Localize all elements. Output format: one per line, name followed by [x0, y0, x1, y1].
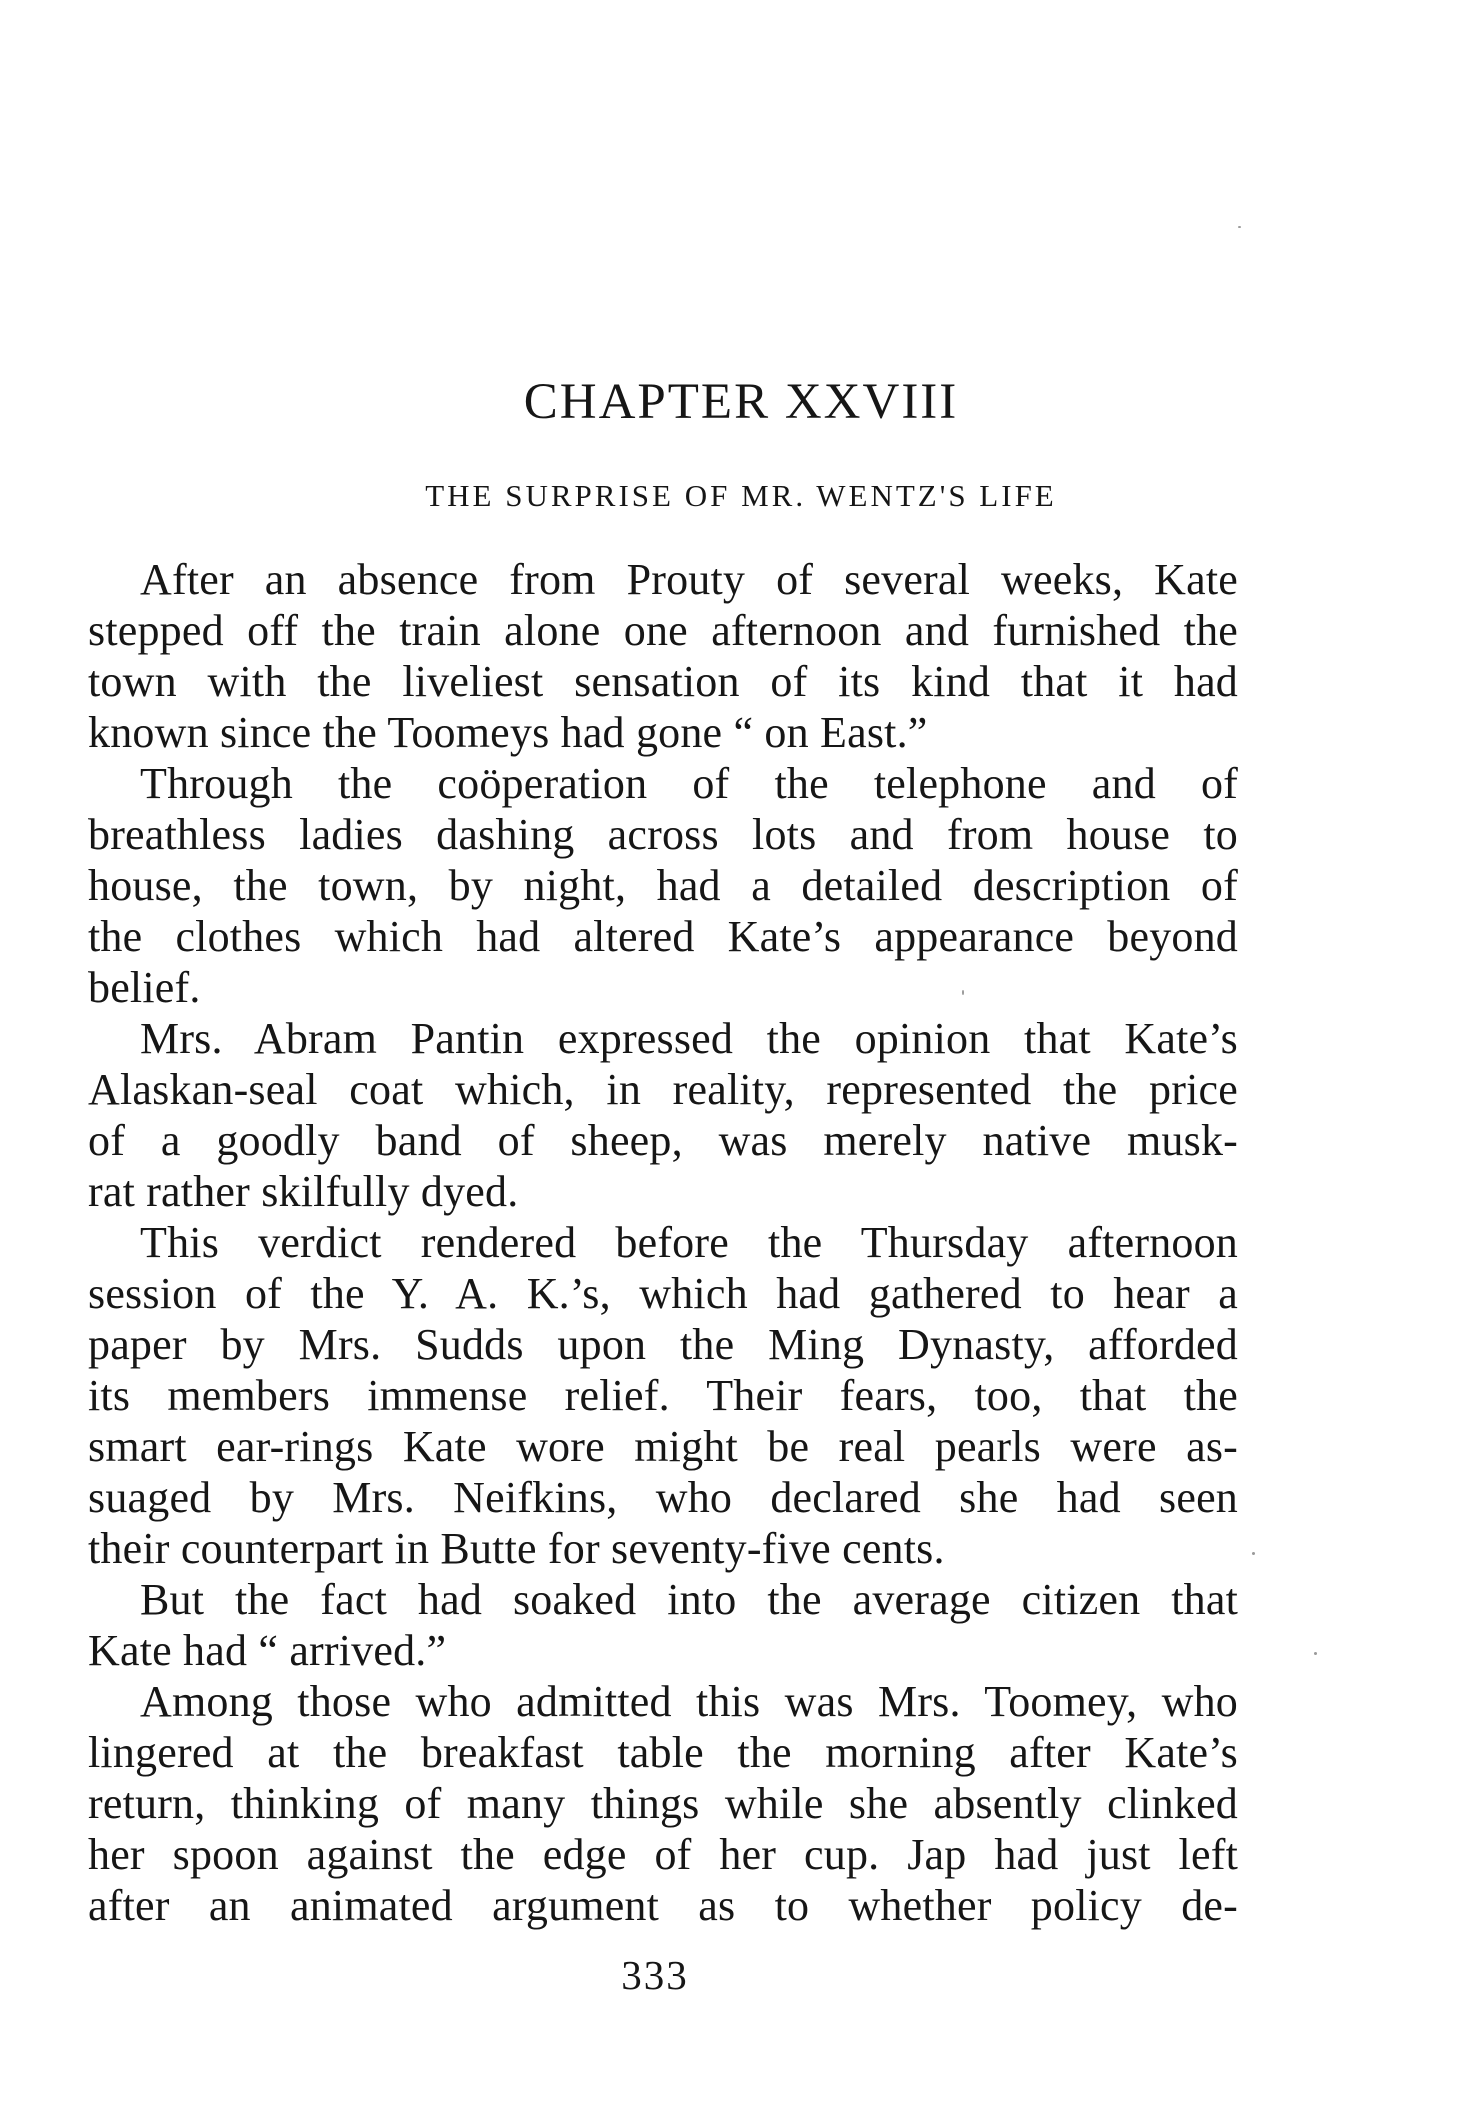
text-line: But the fact had soaked into the average citizen that [140, 1575, 1238, 1624]
body-text [88, 554, 1238, 1931]
text-line: house, the town, by night, had a detailed description of [88, 861, 1238, 910]
text-line: rat rather skilfully dyed. [88, 1167, 519, 1216]
text-line: smart ear-rings Kate wore might be real pearls were as- [88, 1422, 1238, 1471]
paper-speck [962, 990, 964, 995]
text-line: Among those who admitted this was Mrs. Toomey, who [140, 1677, 1238, 1726]
text-line: This verdict rendered before the Thursday afternoon [140, 1218, 1238, 1267]
text-line: town with the liveliest sensation of its kind that it had [88, 657, 1238, 706]
text-line: after an animated argument as to whether policy de- [88, 1881, 1238, 1930]
text-line: return, thinking of many things while she absently clinked [88, 1779, 1238, 1828]
text-line: their counterpart in Butte for seventy-five cents. [88, 1524, 945, 1573]
text-line: After an absence from Prouty of several weeks, Kate [140, 555, 1238, 604]
paper-speck [1238, 226, 1241, 228]
chapter-subtitle: THE SURPRISE OF MR. WENTZ'S LIFE [425, 478, 1057, 513]
text-line: Alaskan-seal coat which, in reality, represented the price [88, 1065, 1238, 1114]
text-line: her spoon against the edge of her cup. Jap had just left [88, 1830, 1238, 1879]
page-number: 333 [621, 1952, 689, 1998]
text-line: paper by Mrs. Sudds upon the Ming Dynasty, afforded [88, 1320, 1238, 1369]
text-line: the clothes which had altered Kate’s appearance beyond [88, 912, 1238, 961]
chapter-title: CHAPTER XXVIII [523, 374, 959, 430]
text-line: Mrs. Abram Pantin expressed the opinion that Kate’s [140, 1014, 1238, 1063]
text-line: lingered at the breakfast table the morning after Kate’s [88, 1728, 1238, 1777]
text-line: breathless ladies dashing across lots and from house to [88, 810, 1238, 859]
text-line: known since the Toomeys had gone “ on East.” [88, 708, 928, 757]
text-line: Through the coöperation of the telephone and of [140, 759, 1238, 808]
text-line: suaged by Mrs. Neifkins, who declared she had seen [88, 1473, 1238, 1522]
text-line: belief. [88, 963, 201, 1012]
paper-speck [1314, 1652, 1317, 1655]
text-line: of a goodly band of sheep, was merely native musk- [88, 1116, 1238, 1165]
text-line: its members immense relief. Their fears, too, that the [88, 1371, 1238, 1420]
paper-speck [1252, 1552, 1255, 1555]
text-line: Kate had “ arrived.” [88, 1626, 447, 1675]
text-line: session of the Y. A. K.’s, which had gathered to hear a [88, 1269, 1238, 1318]
text-line: stepped off the train alone one afternoon and furnished the [88, 606, 1238, 655]
